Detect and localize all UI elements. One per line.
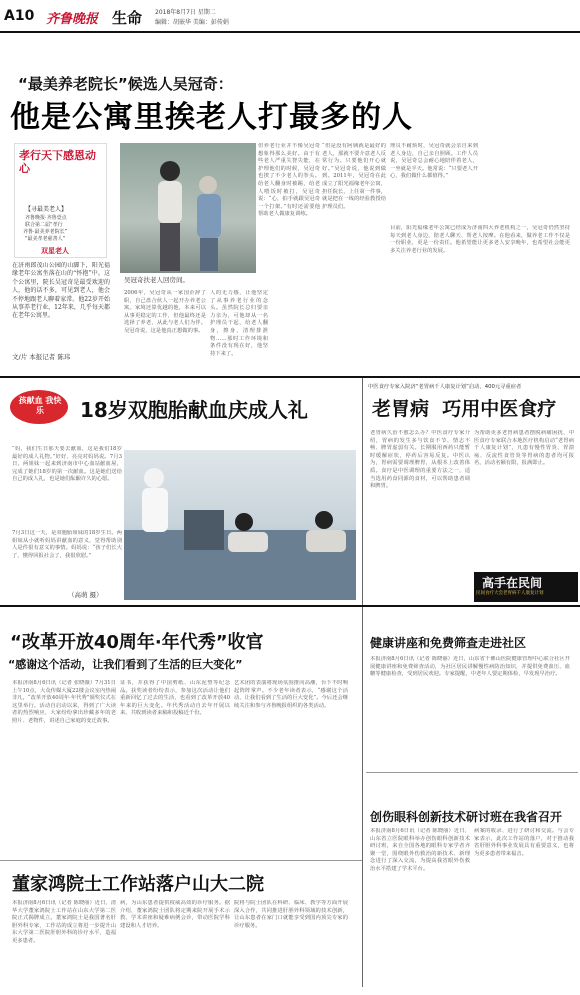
story7-body-d: 病案的收录、进行了研讨和交流。与会专家表示，此次工作站的落户，对于推动我省肝胆外科事业发展具有重要意义，也将为更多患者带来福音。 — [474, 828, 574, 857]
badge-title: 孝行天下感恩动心 — [19, 149, 96, 175]
badge-logo: 双星老人 — [41, 247, 69, 255]
story5-body: 本报济南8月6日讯（记者 陈晓丽）近日，山东省千佛山医院健康管理中心联合社区开展健康讲座和免费筛查活动，为社区居民讲解慢性病防治知识，并提供免费血压、血糖等健康检查，受到居民欢迎。专家提醒，中老年人要定期体检，早发现早治疗。 — [370, 656, 570, 678]
story3-body-b: 为帮助更多老胃病患者摆脱病痛困扰，中医食疗专家联合本地医疗机构启动“老胃病千人康复计划”，凡患有慢性胃炎、胃溃疡、反流性食管炎等胃病的患者均可报名，活动名额有限，报满即止。 — [474, 430, 574, 467]
story1-col-b: 人的无力感，让他坚定了从事养老行业的念头。虽然院长总归要亲力亲为，可他却从一名护理员干起，给老人翻身，擦身，清理排泄物……那时工作环境和条件没有现在好，他坚持下来了。 — [210, 290, 268, 357]
story1-lead: 在济南郎茂山公园的山脚下，阳光福缘老年公寓坐落在山的“怀抱”中。这个公寓里，院长吴冠奇是最受欢迎的人，他的话不多，可见到老人，他会不停地跟老人聊着家常。他22岁开始从事养老行业，12年来，几乎每天都在老年公寓里。 — [12, 262, 110, 320]
paper-logo: 齐鲁晚报 — [46, 12, 99, 27]
story4-headline: “改革开放40周年·年代秀”收官 — [10, 632, 264, 653]
story1-col-a: 2006年，吴冠奇从一家国企辞了职，自己盘合伙人一起开办养老公寓。家境还算优越的他，本来可以从事更稳定的工作，但他最终还是选择了养老，从此与老人们为伴。吴冠奇说，这是他真正想做的事。 — [124, 290, 206, 334]
story1-photo — [120, 143, 256, 273]
story2-photo — [124, 450, 356, 600]
story4-subhead: “感谢这个活动，让我们看到了生活的巨大变化” — [8, 658, 243, 671]
story7-body-a: 本报济南8月6日讯（记者 陈晓丽）近日，清华大学董家鸿院士工作站在山东大学第二医院正式揭牌成立。董家鸿院士是我国著名肝胆外科专家，工作站的成立将进一步提升山东大学第二医院肝胆外科的诊疗水平，造福更多患者。 — [12, 900, 116, 944]
photo-donors — [124, 450, 356, 600]
story1-byline: 文/片 本报记者 陈玮 — [12, 353, 71, 361]
story6-headline: 创伤眼科创新技术研讨班在我省召开 — [370, 810, 563, 824]
section-name: 生命 — [112, 9, 143, 27]
story6-body: 本报济南8月6日讯（记者 陈晓丽）近日，山东省立医院眼科举办创伤眼科创新技术研讨班，来自全国各地的眼科专家学者齐聚一堂，围绕眼外伤救治的新技术、新理念进行了深入交流，为提高我省眼外伤救治水平搭建了学术平台。 — [370, 828, 470, 872]
story4-body-b: 证书，并获得了中国剪纸、山东泥塑等纪念品。获奖读者纷纷表示，参加这次活动让他们重新回忆了过去的生活，也看到了改革开放40年来的巨大变化。年代秀活动自去年开展以来，共收到读者来稿和投稿近千份。 — [120, 680, 230, 717]
story3-label: 中医食疗专家入院济“老胃病千人康复计划”启动，400元寻重症者 — [368, 384, 522, 390]
story2-badge-text: 孩献血 我快乐 — [18, 396, 62, 415]
story5-headline: 健康讲座和免费筛查走进社区 — [370, 636, 527, 650]
photo-figures — [120, 143, 256, 273]
badge-line-1: 齐鲁晚报·齐鲁壹点 — [25, 215, 67, 221]
story2-bottom-rule — [0, 605, 580, 607]
story1-col-f: 目前，阳光福缘老年公寓已经成为济南四大养老机构之一，吴冠奇仍然坚持每天到老人身边，陪老人聊天、帮老人按摩。在他看来，做养老工作不仅是一份职业，更是一份责任。他希望能让更多老人安享晚年，也希望社会能更多关注养老行业的发展。 — [390, 225, 570, 254]
story2-byline: （高萌 摄） — [68, 591, 103, 599]
story5-divider — [366, 772, 578, 773]
story3-headline: 老胃病 巧用中医食疗 — [372, 398, 557, 420]
story2-body-a: “妈，我们生日那天要去献血，这是我们18岁最好的成人礼物。”好好、亮亮对妈妈说。7月3日，两姐妹一起来到济南市中心血站献血屋，完成了她们18岁的第一次献血。这是她们送给自己的成人礼，也是她们酝酿许久的心愿。 — [12, 446, 122, 483]
story2-headline: 18岁双胞胎献血庆成人礼 — [80, 398, 308, 422]
story3-ad — [474, 572, 578, 602]
story7-body-b: 病，为山东患者提供权威高效的诊疗服务。据介绍，董家鸿院士团队将定期来院开展手术示教、学术讲座和疑难病例会诊，带动医院学科建设和人才培养。 — [120, 900, 230, 929]
story1-photo-caption: 吴冠奇扶老人回房间。 — [124, 276, 189, 284]
ad-subtitle: 民间食疗大会老胃病千人康复计划 — [476, 591, 544, 596]
story2-badge — [8, 386, 70, 426]
badge-line-3: 齐鲁·最美养老院长” — [23, 229, 68, 235]
story7-headline: 董家鸿院士工作站落户山大二院 — [12, 874, 264, 895]
story1-headline: 他是公寓里挨老人打最多的人 — [10, 100, 413, 135]
story4-body-a: 本报济南8月6日讯（记者 张晓薇）7月31日上午10点，大众传媒大厦22楼会议室内热闹非凡，“改革开放40周年·年代秀”颁奖仪式在这里举行。活动自启动以来，得到了广大读者的热烈响应，大家纷纷拿出珍藏多年的老照片、老物件，讲述自己家庭的变迁故事。 — [12, 680, 116, 724]
badge-line-4: “最美孝老慈善人” — [25, 236, 66, 242]
story7-divider — [0, 860, 362, 861]
page-number: A10 — [4, 8, 35, 24]
masthead-rule — [0, 31, 580, 33]
badge-sub: 【寻最美老人】 — [25, 206, 68, 213]
column-divider — [362, 378, 363, 605]
story1-col-c: 但养老行业并不像吴冠奇想象得那么美好。由于有些老人严重失智失能，在护理他们的时候，吴冠奇也挨了不少老人的拳头。给老人翻身时被踢，给老人喂饭时被打，吴冠奇说：“心，拍手就跟吴冠奇一个打架。”有时还需要他帮助老人做康复训练。 — [258, 143, 320, 218]
ad-title: 高手在民间 — [482, 576, 543, 590]
story4-body-c: 艺术团的表演将现场氛围推向高潮，台下不时响起阵阵掌声。不少老年读者表示，“感谢这个活动，让我们看到了生活的巨大变化”。今后还会继续关注和参与齐鲁晚报组织的各类活动。 — [234, 680, 348, 709]
story1-bottom-rule — [0, 376, 580, 378]
story7-body-c: 院将与院士团队在科研、临床、教学等方面开展深入合作，共同推进肝胆外科领域的技术创新，让山东患者在家门口就能享受到国内顶尖专家的诊疗服务。 — [234, 900, 348, 929]
story1-col-d: “但是没有阿姨就是最好的老人，那就不要介意老人反常行为。只要他们开心就好。”吴冠奇说，他说到做到。2011年，吴冠奇在此成立了阳光福缘老年公寓，担任院长，上任第一件事，就是把在一线的经验教授给护理员们。 — [322, 143, 386, 210]
badge-line-2: 联合第二届“孝行 — [25, 222, 63, 228]
editor-credits: 编辑：胡嵌华 美编：彭传娟 — [155, 19, 229, 26]
story3-body-a: 老胃病久治不愈怎么办？中医食疗专家介绍，胃病的发生多与饮食不节、情志不畅、脾胃虚弱有关。长期服用西药只能暂时缓解症状，停药后容易反复。中医认为，胃病需要调理脾胃，从根本上改善体质。食疗是中医调理的重要方法之一，适当选用药食同源的食材，可以帮助患者调和脾胃。 — [370, 430, 470, 490]
story1-col-e: 理员不耐烦时，吴冠奇就会亲自来到老人身边，自己亲自照顾。工作人员说，吴冠奇总会耐心地陪伴着老人，一坐就是半天。他常说：“只要老人开心，我们做什么都值得。” — [390, 143, 478, 180]
story1-badge — [14, 143, 107, 258]
story1-kicker: “最美养老院长”候选人吴冠奇： — [18, 75, 233, 93]
story2-body-b: 7月3日这一天，是双胞胎姐妹的18岁生日。两姐妹从小就听妈妈讲献血的意义，觉得帮助别人是件很有意义的事情。妈妈说：“孩子们长大了，懂得回报社会了，我很欣慰。” — [12, 530, 122, 559]
column-divider-2 — [362, 607, 363, 987]
issue-date: 2018年8月7日 星期二 — [155, 9, 216, 16]
